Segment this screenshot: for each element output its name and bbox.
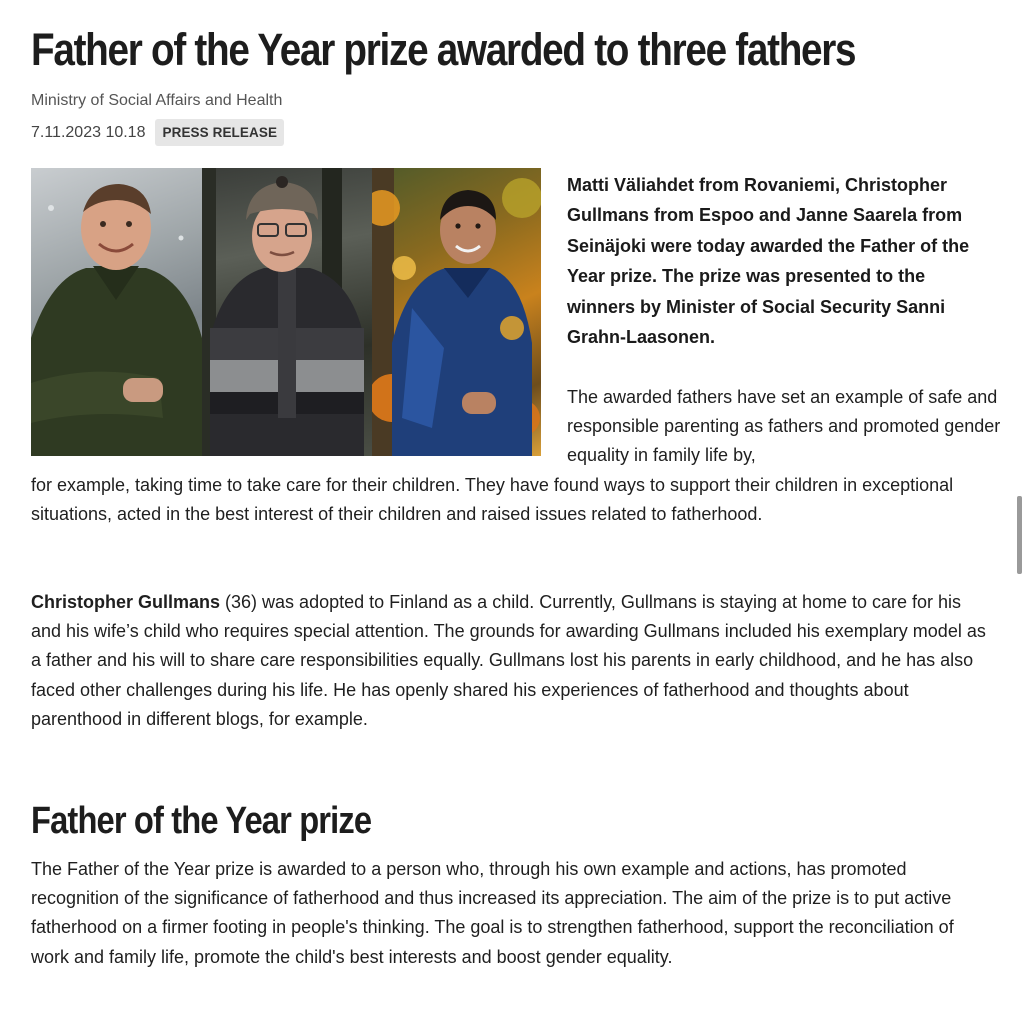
section-paragraph: The Father of the Year prize is awarded to a person who, through his own example and actions, has promoted recognition of the significance of fatherhood and thus increased its appreciation. The aim of the prize is to put active fatherhood on a firmer footing in people's thinking. The goal is to strengthen fatherhood, support the reconciliation of work and family life, promote the child's best interests and boost gender equality. (31, 859, 954, 967)
person-name: Christopher Gullmans (31, 592, 221, 612)
body-paragraph-1-continued: for example, taking time to take care for their children. They have found ways to support their children in exceptional situations, acted in the best interest of their children and raised issues related to fatherhood. (31, 475, 954, 525)
scrollbar[interactable] (1017, 496, 1022, 574)
fathers-photo (31, 168, 541, 456)
photo-panel-matti (31, 168, 202, 456)
lead-paragraph: Matti Väliahdet from Rovaniemi, Christopher Gullmans from Espoo and Janne Saarela from Seinäjoki were today awarded the Father of the Year prize. The prize was presented to the winners by Minister of Social Security Sanni Grahn-Laasonen. (567, 175, 970, 348)
photo-panel-janne (372, 168, 541, 456)
photo-panel-christopher (202, 168, 372, 456)
body-paragraph-2 (31, 588, 995, 734)
body-paragraph-2-text: (36) was adopted to Finland as a child. Currently, Gullmans is staying at home to care for his and his wife’s child who requires special attention. The grounds for awarding Gullmans included his exemplary model as a father and his will to share care responsibilities equally. Gullmans lost his parents in early childhood, and he has also faced other challenges during his life. He has openly shared his experiences of fatherhood and thoughts about parenthood in different blogs, for example. (31, 592, 986, 729)
body-paragraph-1: The awarded fathers have set an example of safe and responsible parenting as fathers and promoted gender equality in family life by, (567, 387, 1001, 466)
press-release-badge: PRESS RELEASE (155, 119, 284, 146)
section-heading: Father of the Year prize (31, 800, 372, 842)
publish-date: 7.11.2023 10.18 (31, 123, 146, 141)
article-meta (31, 119, 284, 146)
publisher-link[interactable]: Ministry of Social Affairs and Health (31, 92, 283, 109)
page-title: Father of the Year prize awarded to three fathers (31, 24, 856, 75)
